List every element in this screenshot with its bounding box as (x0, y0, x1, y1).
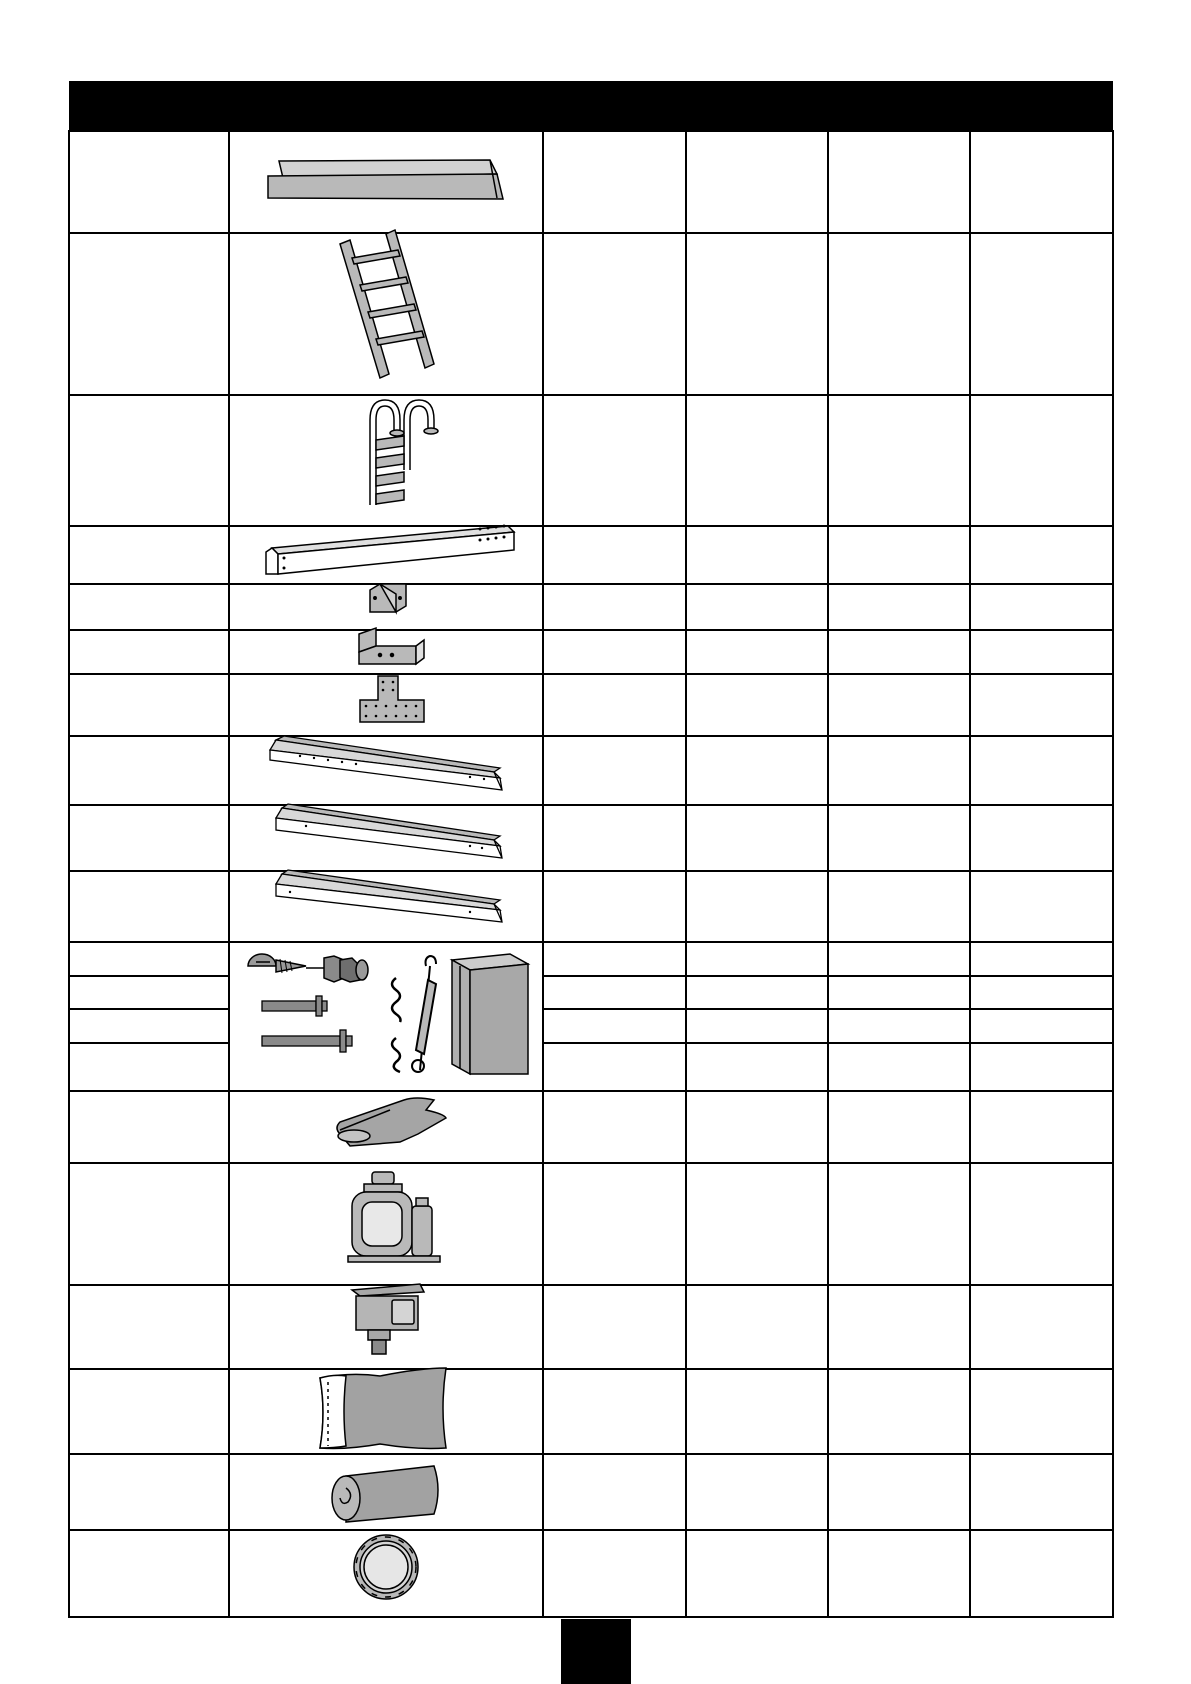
corner-bracket-icon (370, 584, 406, 612)
pool-liner-icon (337, 1098, 446, 1146)
page-number-tab (561, 1619, 631, 1684)
felt-bag-icon (320, 1368, 446, 1449)
u-channel-short-icon (276, 870, 502, 922)
wall-top-profile-icon (268, 160, 503, 199)
hook-icon (392, 978, 401, 1072)
pool-steel-ladder-icon (370, 400, 438, 505)
wooden-ladder-icon (340, 230, 434, 378)
table-grid (69, 131, 1113, 1617)
screw-icon (248, 954, 306, 973)
turnbuckle-icon (412, 956, 436, 1072)
t-plate-icon (360, 676, 424, 722)
underlay-roll-icon (332, 1466, 438, 1522)
instruction-booklet-icon (452, 954, 528, 1074)
u-channel-medium-icon (276, 804, 502, 858)
skimmer-icon (352, 1284, 424, 1354)
long-bolt-icon (262, 996, 352, 1052)
sand-filter-icon (348, 1172, 440, 1262)
long-beam-icon (266, 525, 514, 575)
return-nozzle-icon (354, 1535, 418, 1599)
bolt-icon (306, 956, 368, 982)
u-channel-long-icon (270, 736, 502, 790)
angle-bracket-icon (359, 628, 424, 664)
